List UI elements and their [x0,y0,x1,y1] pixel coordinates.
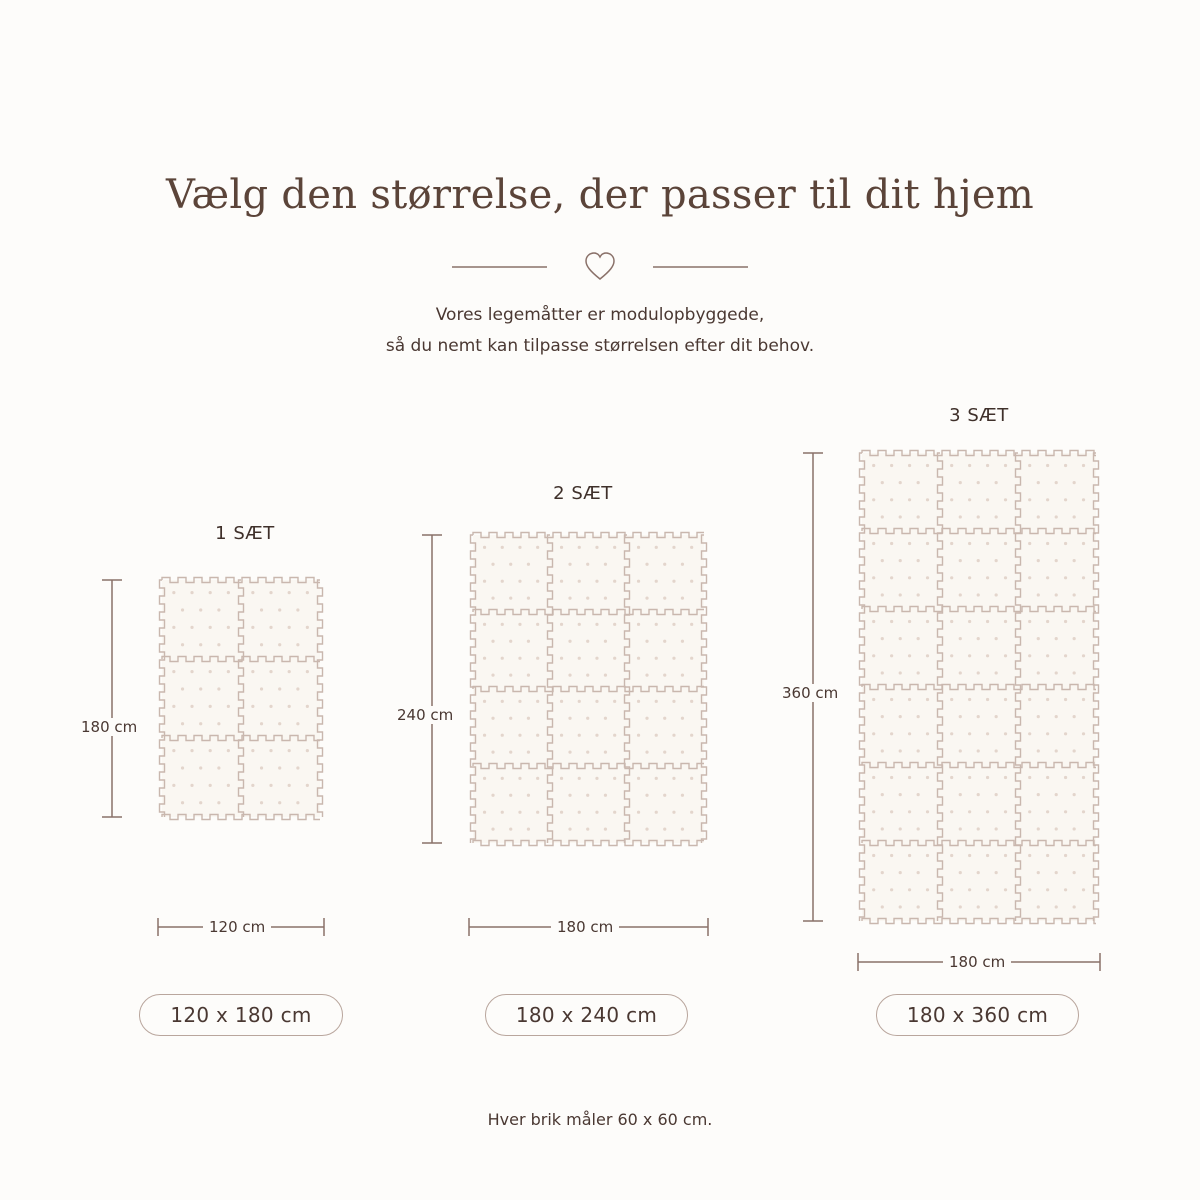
mat-tile [241,580,320,659]
mat-tile [862,531,940,609]
mat-tile [627,689,704,766]
set-2-label: 2 SÆT [553,483,613,504]
divider-ornament [450,250,750,286]
mat-tile [162,738,241,817]
set-3-width-label: 180 cm [943,953,1011,971]
set-2-width-label: 180 cm [551,918,619,936]
mat-tile [1018,531,1096,609]
mat-tile [241,738,320,817]
mat-tile [550,535,627,612]
mat-tile [1018,609,1096,687]
mat-tile [940,843,1018,921]
mat-tile [940,453,1018,531]
mat-tile [862,765,940,843]
mat-tile [862,453,940,531]
set-3-height-label: 360 cm [776,684,844,702]
mat-tile [550,612,627,689]
set-3-label: 3 SÆT [949,405,1009,426]
mat-tile [940,531,1018,609]
mat-tile [473,535,550,612]
mat-tile [241,659,320,738]
mat-tile [1018,453,1096,531]
set-1-size-pill: 120 x 180 cm [139,994,343,1036]
mat-tile [627,766,704,843]
mat-tile [550,766,627,843]
set-1-label: 1 SÆT [215,523,275,544]
set-1-width-label: 120 cm [203,918,271,936]
heart-icon [586,253,614,279]
mat-tile [940,609,1018,687]
mat-tile [862,609,940,687]
mat-set-2 [471,533,707,846]
mat-tile [627,535,704,612]
set-3-size-pill: 180 x 360 cm [876,994,1079,1036]
tile-size-note: Hver brik måler 60 x 60 cm. [487,1110,713,1129]
mat-tile [162,659,241,738]
intro-line-2: så du nemt kan tilpasse størrelsen efter dit behov. [385,336,815,356]
set-2-size-pill: 180 x 240 cm [485,994,688,1036]
mat-tile [862,843,940,921]
mat-tile [940,687,1018,765]
set-1-height-label: 180 cm [75,718,143,736]
mat-tile [627,612,704,689]
intro-line-1: Vores legemåtter er modulopbyggede, [435,305,765,325]
mat-set-1 [160,578,323,820]
mat-set-3 [860,451,1099,924]
mat-tile [1018,687,1096,765]
mat-tile [473,689,550,766]
mat-tile [1018,843,1096,921]
intro-text [0,300,1200,362]
mat-tile [473,612,550,689]
mat-tile [473,766,550,843]
page-title: Vælg den størrelse, der passer til dit hjem [165,172,1035,218]
mat-tile [862,687,940,765]
set-2-height-label: 240 cm [391,706,459,724]
mat-tile [550,689,627,766]
mat-tile [1018,765,1096,843]
mat-tile [162,580,241,659]
mat-tile [940,765,1018,843]
